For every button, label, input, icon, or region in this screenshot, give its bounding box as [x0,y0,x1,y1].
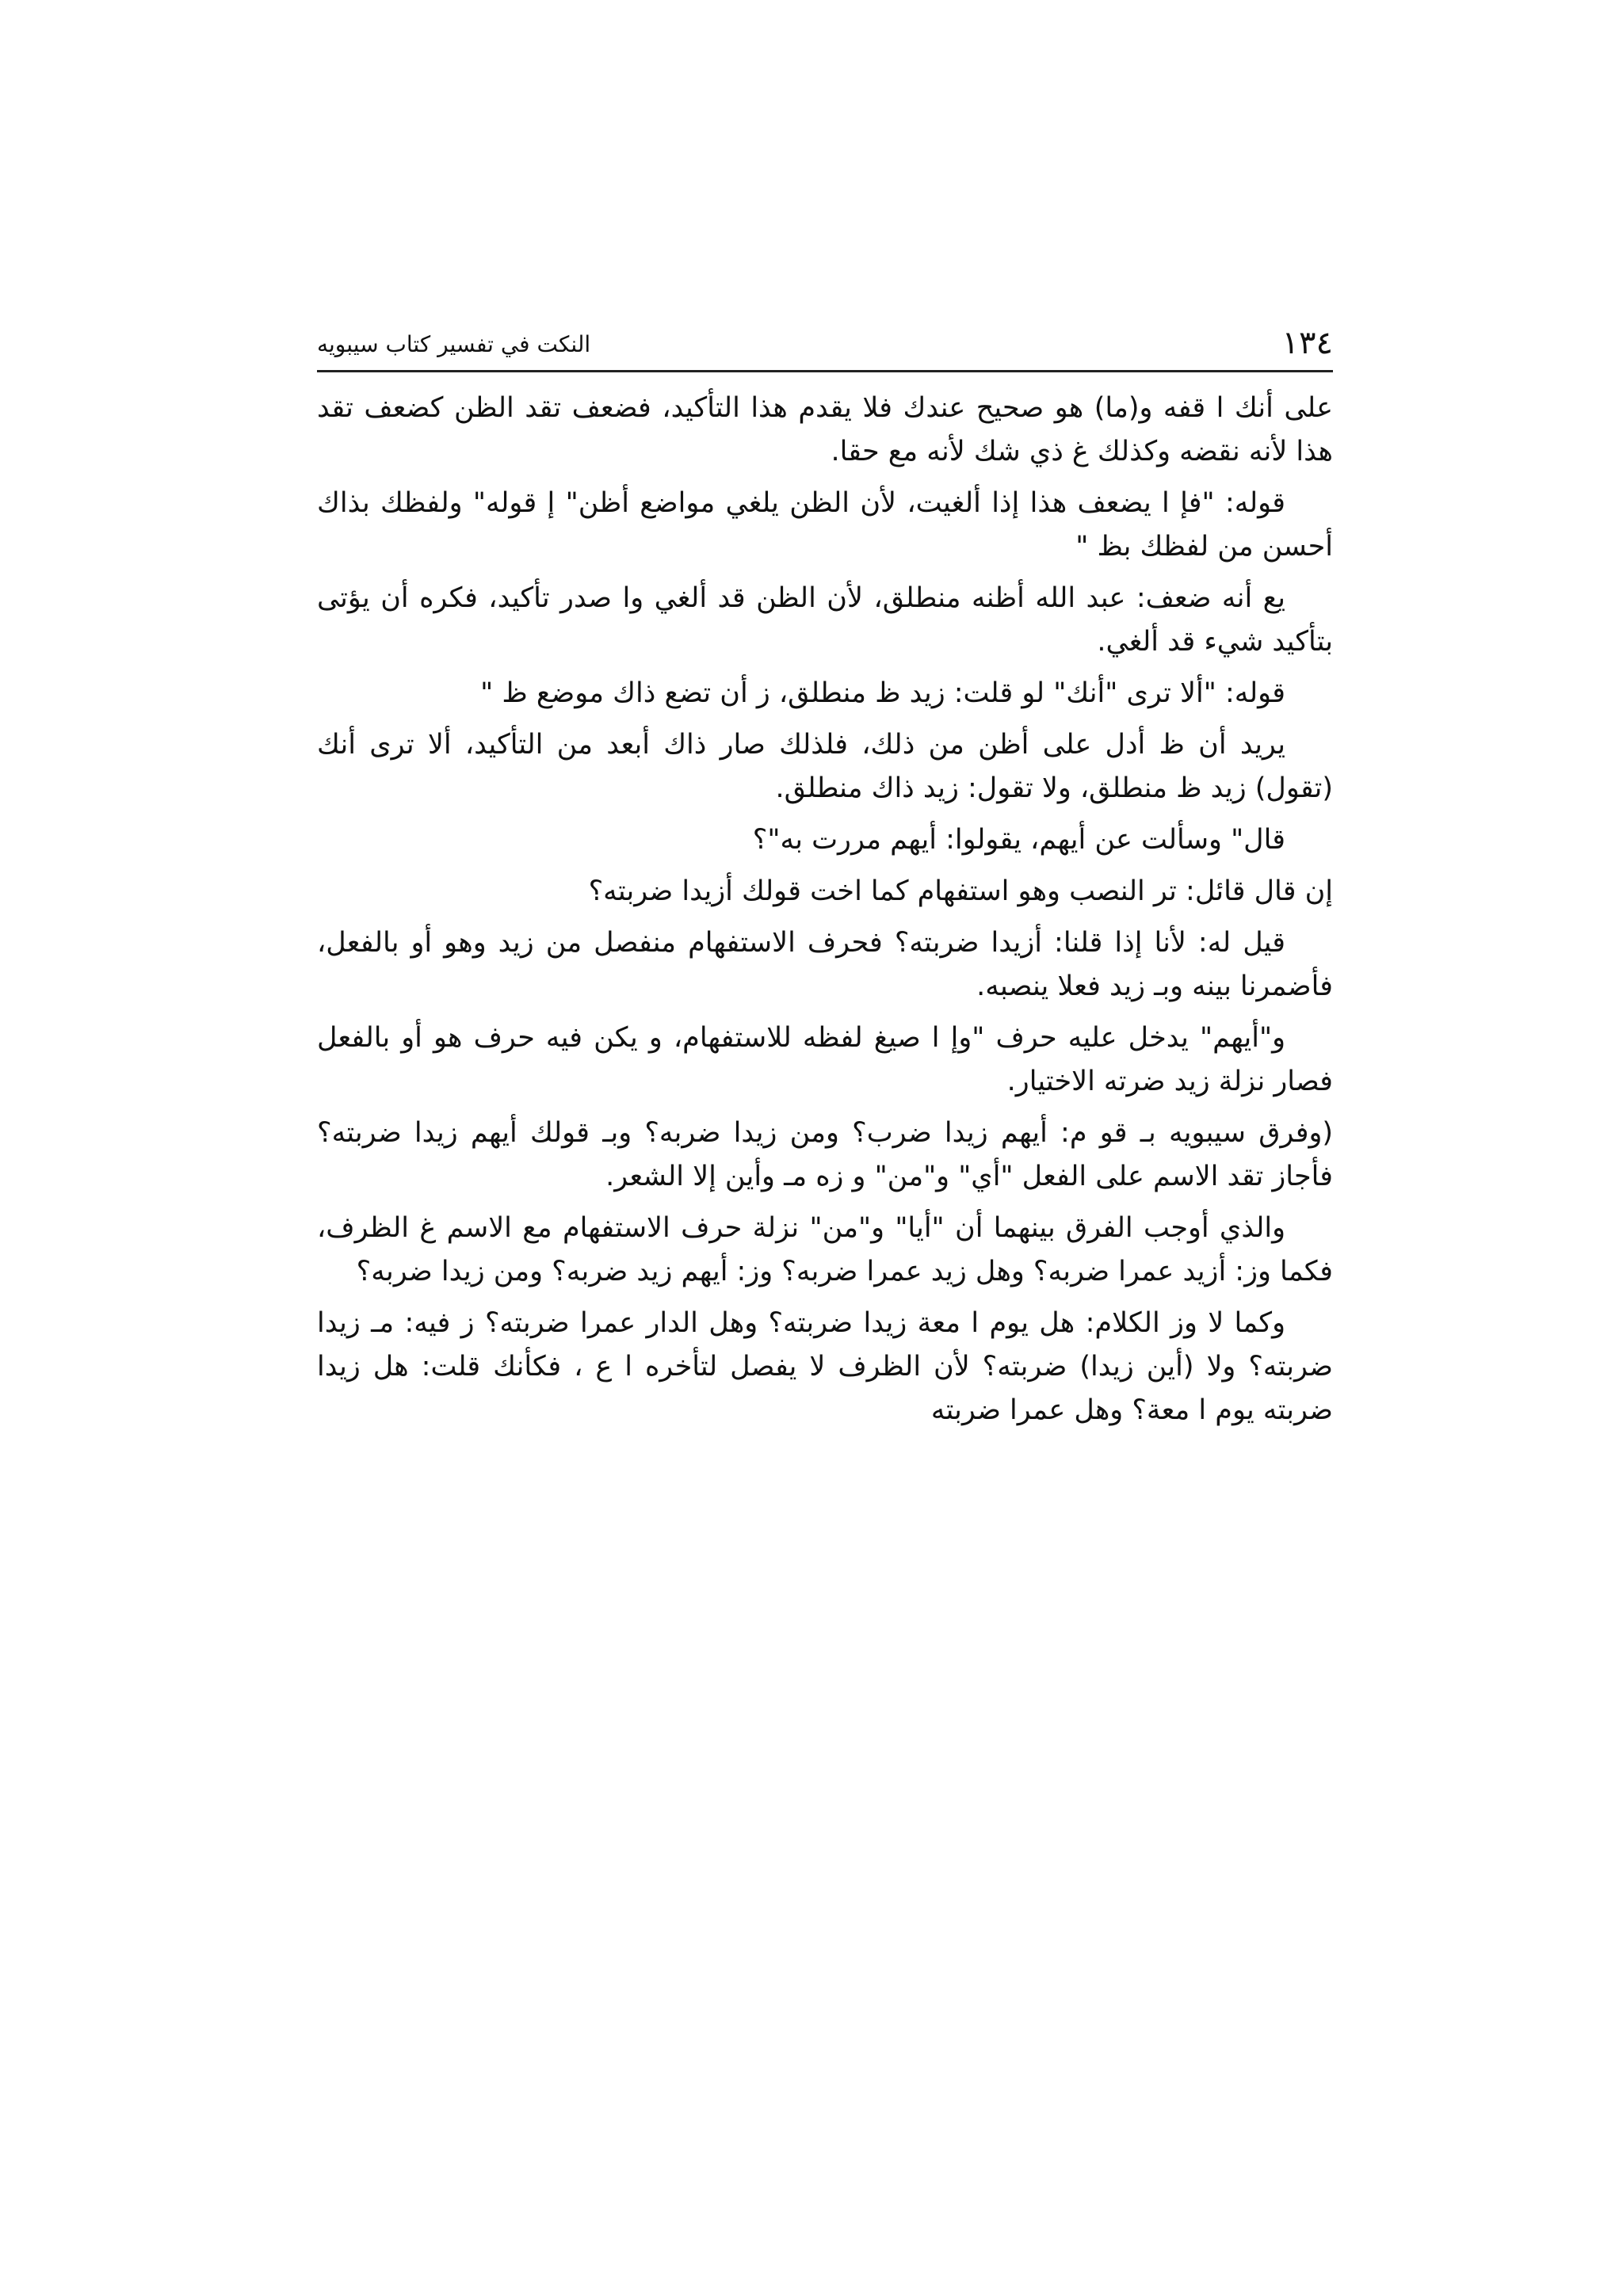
paragraph: قوله: "ألا ترى "أنك" لو قلت: زيد ظ منطلق، ز أن تضع ذاك موضع ظ " [480,677,1285,709]
paragraph: إن قال قائل: تر النصب وهو استفهام كما اخت قولك أزيدا ضربته؟ [588,875,1333,907]
paragraph: على أنك ا قفه و(ما) هو صحيح عندك فلا يقدم هذا التأكيد، فضعف تقد الظن كضعف تقد هذا لأنه نقضه وكذلك غ ذي شك لأنه مع حقا. [317,392,1333,467]
paragraph: يريد أن ظ أدل على أظن من ذلك، فلذلك صار ذاك أبعد من التأكيد، ألا ترى أنك (تقول) زيد ظ منطلق، ولا تقول: زيد ذاك منطلق. [317,729,1333,804]
header-divider [317,370,1333,372]
paragraph: وكما لا وز الكلام: هل يوم ا معة زيدا ضربته؟ وهل الدار عمرا ضربته؟ ز فيه: مـ زيدا ضربته؟ ولا (أين زيدا) ضربته؟ لأن الظرف لا يفصل لتأخره ا ع ، فكأنك قلت: هل زيدا ضربته يوم ا معة؟ وهل عمرا ضربته [317,1307,1333,1426]
running-header [317,320,1333,368]
paragraph: (وفرق سيبويه بـ قو م: أيهم زيدا ضرب؟ ومن زيدا ضربه؟ وبـ قولك أيهم زيدا ضربته؟ فأجاز تقد الاسم على الفعل "أي" و"من" و زه مـ وأين إلا الشعر. [317,1117,1333,1192]
paragraph: و"أيهم" يدخل عليه حرف "وإ ا صيغ لفظه للاستفهام، و يكن فيه حرف هو أو بالفعل فصار نزلة زيد ضرته الاختيار. [317,1022,1333,1097]
page-number: ١٣٤ [1281,325,1333,361]
paragraph: والذي أوجب الفرق بينهما أن "أيا" و"من" نزلة حرف الاستفهام مع الاسم غ الظرف، فكما وز: أزيد عمرا ضربه؟ وهل زيد عمرا ضربه؟ وز: أيهم زيد ضربه؟ ومن زيدا ضربه؟ [317,1212,1333,1287]
book-title: النكت في تفسير كتاب سيبويه [317,331,591,357]
paragraph: قوله: "فإ ا يضعف هذا إذا ألغيت، لأن الظن يلغي مواضع أظن" إ قوله" ولفظك بذاك أحسن من لفظك بظ " [317,487,1333,563]
paragraph: يع أنه ضعف: عبد الله أظنه منطلق، لأن الظن قد ألغي وا صدر تأكيد، فكره أن يؤتى بتأكيد شيء قد ألغي. [317,582,1333,658]
paragraph: قال" وسألت عن أيهم، يقولوا: أيهم مررت به"؟ [752,824,1285,856]
paragraph: قيل له: لأنا إذا قلنا: أزيدا ضربته؟ فحرف الاستفهام منفصل من زيد وهو أو بالفعل، فأضمرنا بينه وبـ زيد فعلا ينصبه. [317,927,1333,1002]
body-text [317,387,1333,1440]
